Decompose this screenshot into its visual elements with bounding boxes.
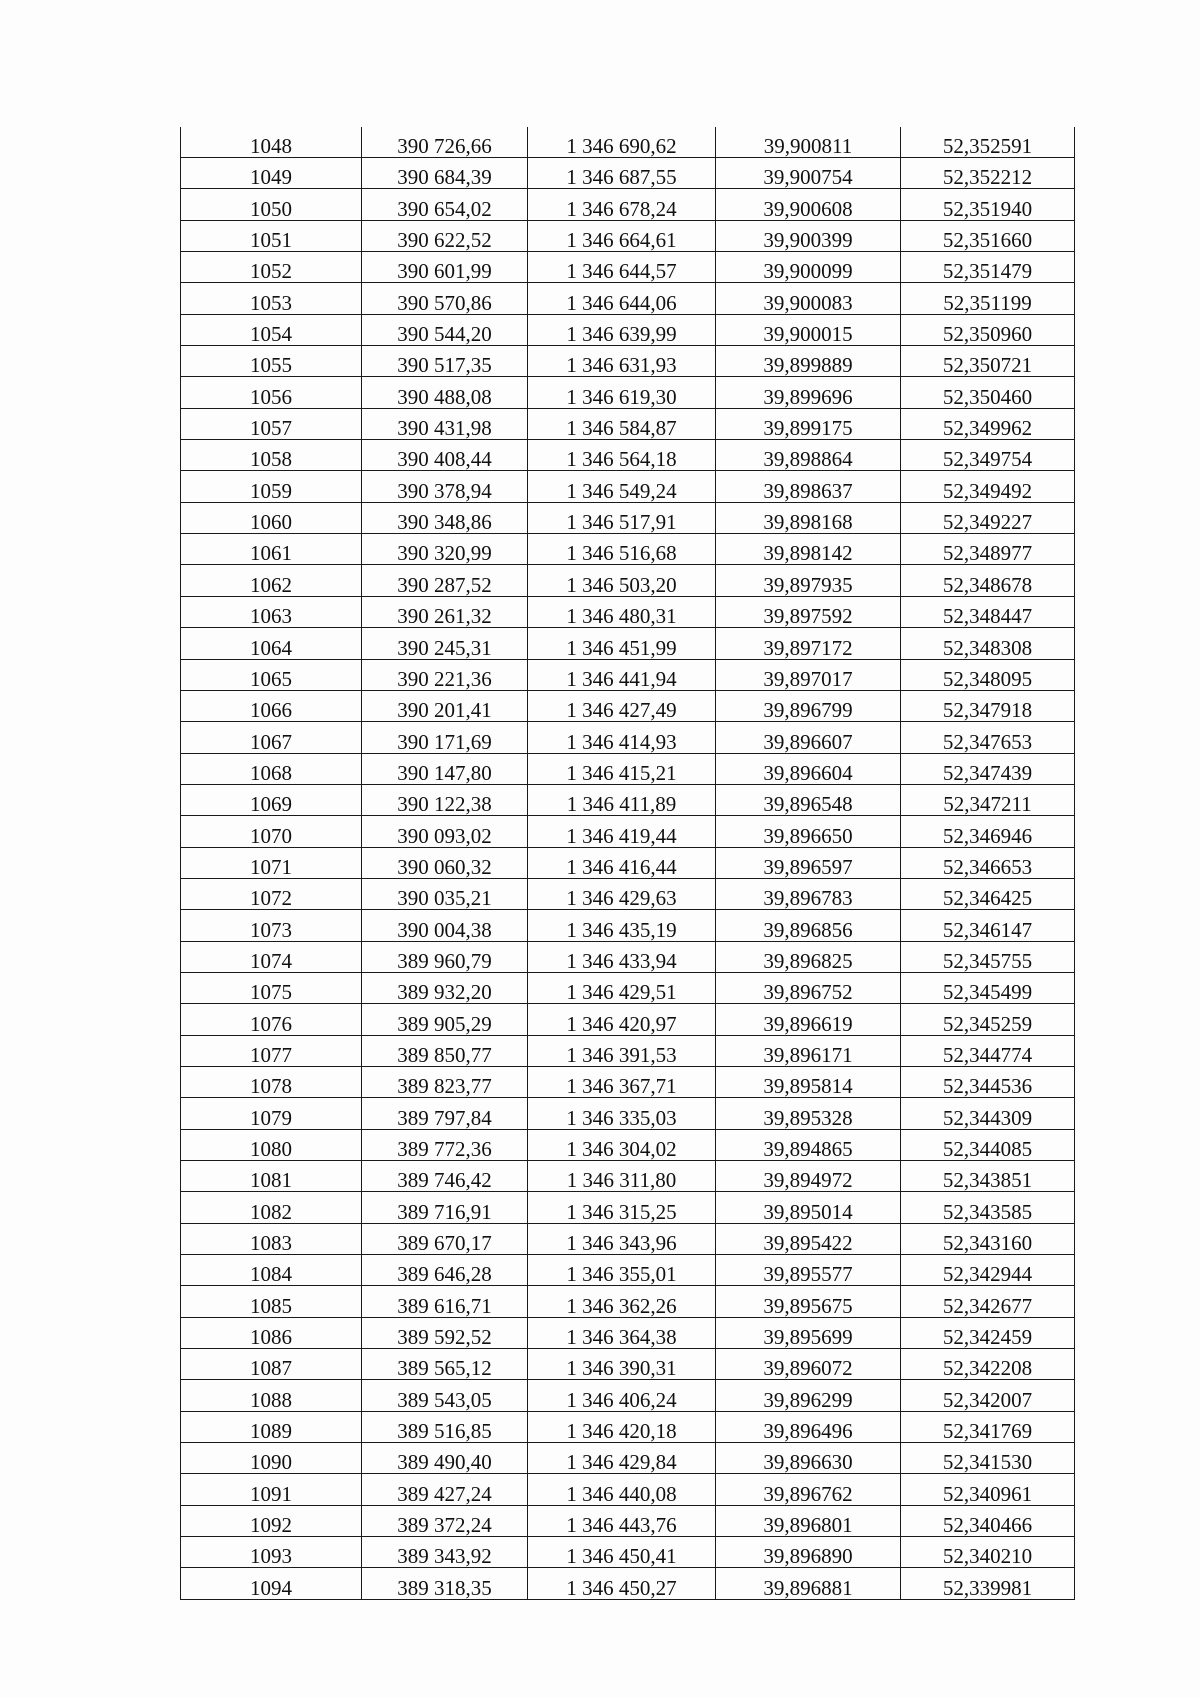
cell-x: 390 245,31 <box>362 628 528 659</box>
cell-y: 1 346 440,08 <box>528 1474 716 1505</box>
cell-point-number: 1058 <box>181 440 362 471</box>
cell-y: 1 346 664,61 <box>528 220 716 251</box>
cell-x: 390 601,99 <box>362 252 528 283</box>
cell-y: 1 346 420,97 <box>528 1004 716 1035</box>
cell-latitude: 39,898142 <box>716 534 901 565</box>
cell-point-number: 1078 <box>181 1066 362 1097</box>
cell-longitude: 52,352591 <box>901 127 1075 158</box>
cell-latitude: 39,896801 <box>716 1505 901 1536</box>
table-row <box>181 1255 1075 1286</box>
cell-point-number: 1086 <box>181 1317 362 1348</box>
cell-x: 390 431,98 <box>362 408 528 439</box>
cell-longitude: 52,351660 <box>901 220 1075 251</box>
table-row <box>181 784 1075 815</box>
cell-x: 390 488,08 <box>362 377 528 408</box>
table-row <box>181 189 1075 220</box>
cell-latitude: 39,900099 <box>716 252 901 283</box>
cell-x: 389 772,36 <box>362 1129 528 1160</box>
cell-longitude: 52,350960 <box>901 314 1075 345</box>
table-row <box>181 878 1075 909</box>
cell-y: 1 346 517,91 <box>528 502 716 533</box>
cell-point-number: 1062 <box>181 565 362 596</box>
cell-longitude: 52,340466 <box>901 1505 1075 1536</box>
cell-point-number: 1083 <box>181 1223 362 1254</box>
cell-x: 390 093,02 <box>362 816 528 847</box>
table-row <box>181 252 1075 283</box>
cell-x: 390 684,39 <box>362 158 528 189</box>
cell-point-number: 1077 <box>181 1035 362 1066</box>
cell-longitude: 52,347211 <box>901 784 1075 815</box>
cell-latitude: 39,896072 <box>716 1349 901 1380</box>
cell-latitude: 39,900811 <box>716 127 901 158</box>
cell-latitude: 39,896607 <box>716 722 901 753</box>
cell-y: 1 346 406,24 <box>528 1380 716 1411</box>
table-row <box>181 377 1075 408</box>
cell-y: 1 346 549,24 <box>528 471 716 502</box>
table-row <box>181 910 1075 941</box>
cell-longitude: 52,342459 <box>901 1317 1075 1348</box>
cell-y: 1 346 503,20 <box>528 565 716 596</box>
cell-longitude: 52,351479 <box>901 252 1075 283</box>
cell-y: 1 346 516,68 <box>528 534 716 565</box>
cell-y: 1 346 619,30 <box>528 377 716 408</box>
cell-x: 389 746,42 <box>362 1161 528 1192</box>
table-row <box>181 1286 1075 1317</box>
cell-longitude: 52,345259 <box>901 1004 1075 1035</box>
cell-point-number: 1051 <box>181 220 362 251</box>
cell-point-number: 1084 <box>181 1255 362 1286</box>
cell-x: 390 122,38 <box>362 784 528 815</box>
cell-y: 1 346 311,80 <box>528 1161 716 1192</box>
table-row <box>181 314 1075 345</box>
cell-y: 1 346 435,19 <box>528 910 716 941</box>
table-row <box>181 1349 1075 1380</box>
table-row <box>181 565 1075 596</box>
cell-latitude: 39,894972 <box>716 1161 901 1192</box>
cell-x: 390 378,94 <box>362 471 528 502</box>
cell-point-number: 1064 <box>181 628 362 659</box>
cell-longitude: 52,344774 <box>901 1035 1075 1066</box>
table-row <box>181 659 1075 690</box>
cell-point-number: 1090 <box>181 1443 362 1474</box>
cell-latitude: 39,898637 <box>716 471 901 502</box>
cell-longitude: 52,340961 <box>901 1474 1075 1505</box>
cell-y: 1 346 451,99 <box>528 628 716 659</box>
cell-y: 1 346 429,51 <box>528 972 716 1003</box>
cell-y: 1 346 364,38 <box>528 1317 716 1348</box>
cell-x: 389 565,12 <box>362 1349 528 1380</box>
cell-latitude: 39,900083 <box>716 283 901 314</box>
cell-y: 1 346 420,18 <box>528 1411 716 1442</box>
table-row <box>181 502 1075 533</box>
cell-x: 390 261,32 <box>362 596 528 627</box>
cell-latitude: 39,896890 <box>716 1537 901 1568</box>
cell-point-number: 1093 <box>181 1537 362 1568</box>
cell-y: 1 346 304,02 <box>528 1129 716 1160</box>
cell-x: 390 201,41 <box>362 690 528 721</box>
cell-point-number: 1080 <box>181 1129 362 1160</box>
cell-x: 389 716,91 <box>362 1192 528 1223</box>
cell-longitude: 52,346147 <box>901 910 1075 941</box>
cell-x: 389 592,52 <box>362 1317 528 1348</box>
cell-x: 390 544,20 <box>362 314 528 345</box>
table-row <box>181 1035 1075 1066</box>
cell-longitude: 52,342208 <box>901 1349 1075 1380</box>
cell-y: 1 346 419,44 <box>528 816 716 847</box>
cell-x: 390 320,99 <box>362 534 528 565</box>
cell-longitude: 52,346425 <box>901 878 1075 909</box>
cell-longitude: 52,342007 <box>901 1380 1075 1411</box>
cell-x: 390 726,66 <box>362 127 528 158</box>
cell-longitude: 52,349227 <box>901 502 1075 533</box>
cell-point-number: 1085 <box>181 1286 362 1317</box>
cell-y: 1 346 687,55 <box>528 158 716 189</box>
cell-latitude: 39,896650 <box>716 816 901 847</box>
cell-longitude: 52,348977 <box>901 534 1075 565</box>
cell-latitude: 39,899175 <box>716 408 901 439</box>
cell-x: 390 171,69 <box>362 722 528 753</box>
cell-longitude: 52,352212 <box>901 158 1075 189</box>
cell-latitude: 39,896619 <box>716 1004 901 1035</box>
table-row <box>181 1474 1075 1505</box>
cell-point-number: 1063 <box>181 596 362 627</box>
table-row <box>181 534 1075 565</box>
cell-latitude: 39,896597 <box>716 847 901 878</box>
cell-y: 1 346 690,62 <box>528 127 716 158</box>
cell-longitude: 52,347653 <box>901 722 1075 753</box>
cell-x: 389 543,05 <box>362 1380 528 1411</box>
cell-latitude: 39,897017 <box>716 659 901 690</box>
cell-x: 389 343,92 <box>362 1537 528 1568</box>
cell-latitude: 39,900399 <box>716 220 901 251</box>
cell-longitude: 52,343851 <box>901 1161 1075 1192</box>
cell-y: 1 346 429,63 <box>528 878 716 909</box>
table-row <box>181 158 1075 189</box>
cell-y: 1 346 678,24 <box>528 189 716 220</box>
cell-longitude: 52,348308 <box>901 628 1075 659</box>
cell-latitude: 39,896604 <box>716 753 901 784</box>
cell-longitude: 52,350460 <box>901 377 1075 408</box>
table-row <box>181 220 1075 251</box>
cell-longitude: 52,342944 <box>901 1255 1075 1286</box>
cell-y: 1 346 391,53 <box>528 1035 716 1066</box>
table-row <box>181 941 1075 972</box>
cell-latitude: 39,896799 <box>716 690 901 721</box>
cell-point-number: 1075 <box>181 972 362 1003</box>
cell-point-number: 1087 <box>181 1349 362 1380</box>
table-row <box>181 1443 1075 1474</box>
table-row <box>181 628 1075 659</box>
cell-y: 1 346 644,57 <box>528 252 716 283</box>
cell-latitude: 39,896783 <box>716 878 901 909</box>
cell-point-number: 1060 <box>181 502 362 533</box>
cell-x: 390 517,35 <box>362 346 528 377</box>
cell-longitude: 52,351199 <box>901 283 1075 314</box>
table-row <box>181 753 1075 784</box>
cell-y: 1 346 414,93 <box>528 722 716 753</box>
cell-point-number: 1049 <box>181 158 362 189</box>
cell-x: 389 797,84 <box>362 1098 528 1129</box>
cell-x: 390 408,44 <box>362 440 528 471</box>
cell-y: 1 346 443,76 <box>528 1505 716 1536</box>
cell-x: 389 932,20 <box>362 972 528 1003</box>
table-row <box>181 816 1075 847</box>
cell-longitude: 52,341530 <box>901 1443 1075 1474</box>
cell-point-number: 1065 <box>181 659 362 690</box>
cell-latitude: 39,896825 <box>716 941 901 972</box>
cell-longitude: 52,347439 <box>901 753 1075 784</box>
table-row <box>181 690 1075 721</box>
cell-latitude: 39,895422 <box>716 1223 901 1254</box>
cell-y: 1 346 564,18 <box>528 440 716 471</box>
cell-point-number: 1048 <box>181 127 362 158</box>
cell-longitude: 52,343585 <box>901 1192 1075 1223</box>
cell-x: 390 622,52 <box>362 220 528 251</box>
cell-latitude: 39,900608 <box>716 189 901 220</box>
cell-x: 390 060,32 <box>362 847 528 878</box>
cell-x: 390 004,38 <box>362 910 528 941</box>
cell-x: 389 960,79 <box>362 941 528 972</box>
cell-latitude: 39,895675 <box>716 1286 901 1317</box>
cell-point-number: 1057 <box>181 408 362 439</box>
table-row <box>181 283 1075 314</box>
cell-longitude: 52,339981 <box>901 1568 1075 1599</box>
cell-longitude: 52,340210 <box>901 1537 1075 1568</box>
cell-y: 1 346 429,84 <box>528 1443 716 1474</box>
cell-latitude: 39,897935 <box>716 565 901 596</box>
cell-longitude: 52,346946 <box>901 816 1075 847</box>
cell-x: 390 570,86 <box>362 283 528 314</box>
table-row <box>181 1411 1075 1442</box>
table-row <box>181 1129 1075 1160</box>
cell-longitude: 52,349492 <box>901 471 1075 502</box>
cell-x: 389 670,17 <box>362 1223 528 1254</box>
cell-point-number: 1094 <box>181 1568 362 1599</box>
table-row <box>181 1380 1075 1411</box>
cell-latitude: 39,896630 <box>716 1443 901 1474</box>
cell-x: 390 035,21 <box>362 878 528 909</box>
table-row <box>181 1568 1075 1599</box>
cell-longitude: 52,342677 <box>901 1286 1075 1317</box>
table-row <box>181 722 1075 753</box>
cell-x: 390 287,52 <box>362 565 528 596</box>
cell-point-number: 1073 <box>181 910 362 941</box>
cell-longitude: 52,350721 <box>901 346 1075 377</box>
cell-x: 389 318,35 <box>362 1568 528 1599</box>
table-row <box>181 1161 1075 1192</box>
cell-y: 1 346 367,71 <box>528 1066 716 1097</box>
table-row <box>181 1223 1075 1254</box>
cell-longitude: 52,344309 <box>901 1098 1075 1129</box>
table-row <box>181 847 1075 878</box>
cell-longitude: 52,346653 <box>901 847 1075 878</box>
cell-latitude: 39,896496 <box>716 1411 901 1442</box>
cell-latitude: 39,895699 <box>716 1317 901 1348</box>
cell-latitude: 39,899889 <box>716 346 901 377</box>
cell-y: 1 346 411,89 <box>528 784 716 815</box>
cell-point-number: 1079 <box>181 1098 362 1129</box>
cell-point-number: 1050 <box>181 189 362 220</box>
cell-point-number: 1074 <box>181 941 362 972</box>
cell-latitude: 39,895814 <box>716 1066 901 1097</box>
table-row <box>181 440 1075 471</box>
cell-y: 1 346 480,31 <box>528 596 716 627</box>
cell-point-number: 1071 <box>181 847 362 878</box>
cell-latitude: 39,896752 <box>716 972 901 1003</box>
table-row <box>181 346 1075 377</box>
cell-y: 1 346 450,27 <box>528 1568 716 1599</box>
cell-longitude: 52,344536 <box>901 1066 1075 1097</box>
cell-longitude: 52,341769 <box>901 1411 1075 1442</box>
cell-latitude: 39,899696 <box>716 377 901 408</box>
cell-x: 390 147,80 <box>362 753 528 784</box>
cell-x: 389 850,77 <box>362 1035 528 1066</box>
cell-x: 389 427,24 <box>362 1474 528 1505</box>
table-row <box>181 1192 1075 1223</box>
cell-longitude: 52,345499 <box>901 972 1075 1003</box>
cell-point-number: 1068 <box>181 753 362 784</box>
cell-y: 1 346 415,21 <box>528 753 716 784</box>
cell-y: 1 346 343,96 <box>528 1223 716 1254</box>
cell-y: 1 346 631,93 <box>528 346 716 377</box>
cell-point-number: 1082 <box>181 1192 362 1223</box>
cell-longitude: 52,345755 <box>901 941 1075 972</box>
table-row <box>181 1505 1075 1536</box>
cell-y: 1 346 433,94 <box>528 941 716 972</box>
cell-longitude: 52,349962 <box>901 408 1075 439</box>
table-row <box>181 1004 1075 1035</box>
cell-latitude: 39,898864 <box>716 440 901 471</box>
cell-point-number: 1088 <box>181 1380 362 1411</box>
cell-point-number: 1066 <box>181 690 362 721</box>
cell-point-number: 1072 <box>181 878 362 909</box>
table-row <box>181 127 1075 158</box>
cell-y: 1 346 355,01 <box>528 1255 716 1286</box>
cell-longitude: 52,351940 <box>901 189 1075 220</box>
coordinates-table-body <box>181 127 1075 1599</box>
cell-point-number: 1069 <box>181 784 362 815</box>
cell-x: 389 905,29 <box>362 1004 528 1035</box>
cell-y: 1 346 390,31 <box>528 1349 716 1380</box>
cell-x: 389 372,24 <box>362 1505 528 1536</box>
cell-y: 1 346 427,49 <box>528 690 716 721</box>
table-row <box>181 1537 1075 1568</box>
cell-x: 389 646,28 <box>362 1255 528 1286</box>
table-row <box>181 408 1075 439</box>
cell-point-number: 1056 <box>181 377 362 408</box>
cell-point-number: 1053 <box>181 283 362 314</box>
cell-latitude: 39,896299 <box>716 1380 901 1411</box>
cell-latitude: 39,896548 <box>716 784 901 815</box>
cell-x: 389 516,85 <box>362 1411 528 1442</box>
table-row <box>181 596 1075 627</box>
cell-y: 1 346 639,99 <box>528 314 716 345</box>
cell-longitude: 52,348447 <box>901 596 1075 627</box>
cell-x: 390 654,02 <box>362 189 528 220</box>
cell-point-number: 1076 <box>181 1004 362 1035</box>
cell-latitude: 39,895577 <box>716 1255 901 1286</box>
cell-latitude: 39,898168 <box>716 502 901 533</box>
table-row <box>181 1066 1075 1097</box>
cell-point-number: 1092 <box>181 1505 362 1536</box>
cell-point-number: 1091 <box>181 1474 362 1505</box>
cell-x: 390 221,36 <box>362 659 528 690</box>
cell-latitude: 39,894865 <box>716 1129 901 1160</box>
cell-latitude: 39,897172 <box>716 628 901 659</box>
cell-y: 1 346 584,87 <box>528 408 716 439</box>
cell-longitude: 52,344085 <box>901 1129 1075 1160</box>
cell-latitude: 39,895328 <box>716 1098 901 1129</box>
cell-latitude: 39,896856 <box>716 910 901 941</box>
cell-latitude: 39,896762 <box>716 1474 901 1505</box>
cell-x: 390 348,86 <box>362 502 528 533</box>
cell-longitude: 52,349754 <box>901 440 1075 471</box>
cell-latitude: 39,900015 <box>716 314 901 345</box>
table-row <box>181 972 1075 1003</box>
cell-point-number: 1081 <box>181 1161 362 1192</box>
cell-y: 1 346 416,44 <box>528 847 716 878</box>
table-row <box>181 1098 1075 1129</box>
cell-point-number: 1089 <box>181 1411 362 1442</box>
cell-point-number: 1067 <box>181 722 362 753</box>
cell-x: 389 616,71 <box>362 1286 528 1317</box>
table-row <box>181 471 1075 502</box>
cell-longitude: 52,348095 <box>901 659 1075 690</box>
cell-point-number: 1054 <box>181 314 362 345</box>
coordinates-table <box>180 127 1075 1600</box>
cell-y: 1 346 362,26 <box>528 1286 716 1317</box>
cell-point-number: 1061 <box>181 534 362 565</box>
cell-y: 1 346 315,25 <box>528 1192 716 1223</box>
cell-y: 1 346 335,03 <box>528 1098 716 1129</box>
cell-latitude: 39,895014 <box>716 1192 901 1223</box>
cell-x: 389 823,77 <box>362 1066 528 1097</box>
cell-point-number: 1052 <box>181 252 362 283</box>
cell-longitude: 52,347918 <box>901 690 1075 721</box>
table-row <box>181 1317 1075 1348</box>
cell-y: 1 346 450,41 <box>528 1537 716 1568</box>
cell-x: 389 490,40 <box>362 1443 528 1474</box>
cell-latitude: 39,896881 <box>716 1568 901 1599</box>
cell-y: 1 346 644,06 <box>528 283 716 314</box>
cell-latitude: 39,900754 <box>716 158 901 189</box>
cell-latitude: 39,897592 <box>716 596 901 627</box>
cell-point-number: 1055 <box>181 346 362 377</box>
cell-y: 1 346 441,94 <box>528 659 716 690</box>
cell-latitude: 39,896171 <box>716 1035 901 1066</box>
cell-point-number: 1059 <box>181 471 362 502</box>
cell-point-number: 1070 <box>181 816 362 847</box>
cell-longitude: 52,348678 <box>901 565 1075 596</box>
cell-longitude: 52,343160 <box>901 1223 1075 1254</box>
